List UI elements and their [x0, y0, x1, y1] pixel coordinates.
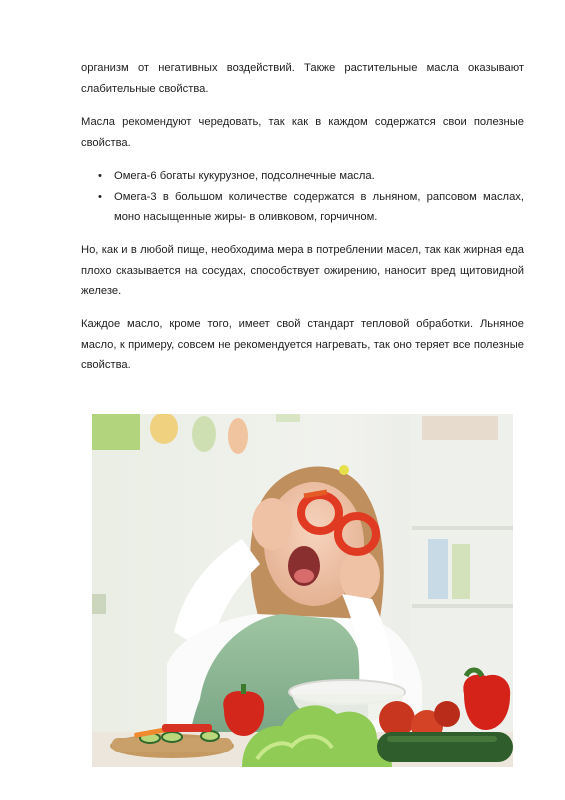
list-item [81, 187, 524, 228]
paragraph: организм от негативных воздействий. Также растительные масла оказывают слабительные свойства. [81, 62, 524, 95]
bullet-marker: • [98, 190, 102, 203]
list-item-text: Омега-3 в большом количестве содержатся в льняном, рапсовом маслах, моно насыщенные жиры- в оливковом, горчичном. [114, 190, 524, 223]
paragraph: Каждое масло, кроме того, имеет свой стандарт тепловой обработки. Льняное масло, к примеру, совсем не рекомендуется нагревать, так оно теряет все полезные свойства. [81, 318, 524, 371]
paragraph: Масла рекомендуют чередовать, так как в каждом содержатся свои полезные свойства. [81, 116, 524, 149]
paragraph: Но, как и в любой пище, необходима мера в потреблении масел, так как жирная еда плохо сказывается на сосудах, способствует ожирению, наносит вред щитовидной железе. [81, 244, 524, 297]
list-item [81, 166, 524, 187]
child-with-vegetables-photo [92, 414, 513, 767]
bullet-list [81, 166, 524, 228]
bullet-marker: • [98, 170, 102, 182]
list-item-text: Омега-6 богаты кукурузное, подсолнечные масла. [114, 170, 375, 182]
